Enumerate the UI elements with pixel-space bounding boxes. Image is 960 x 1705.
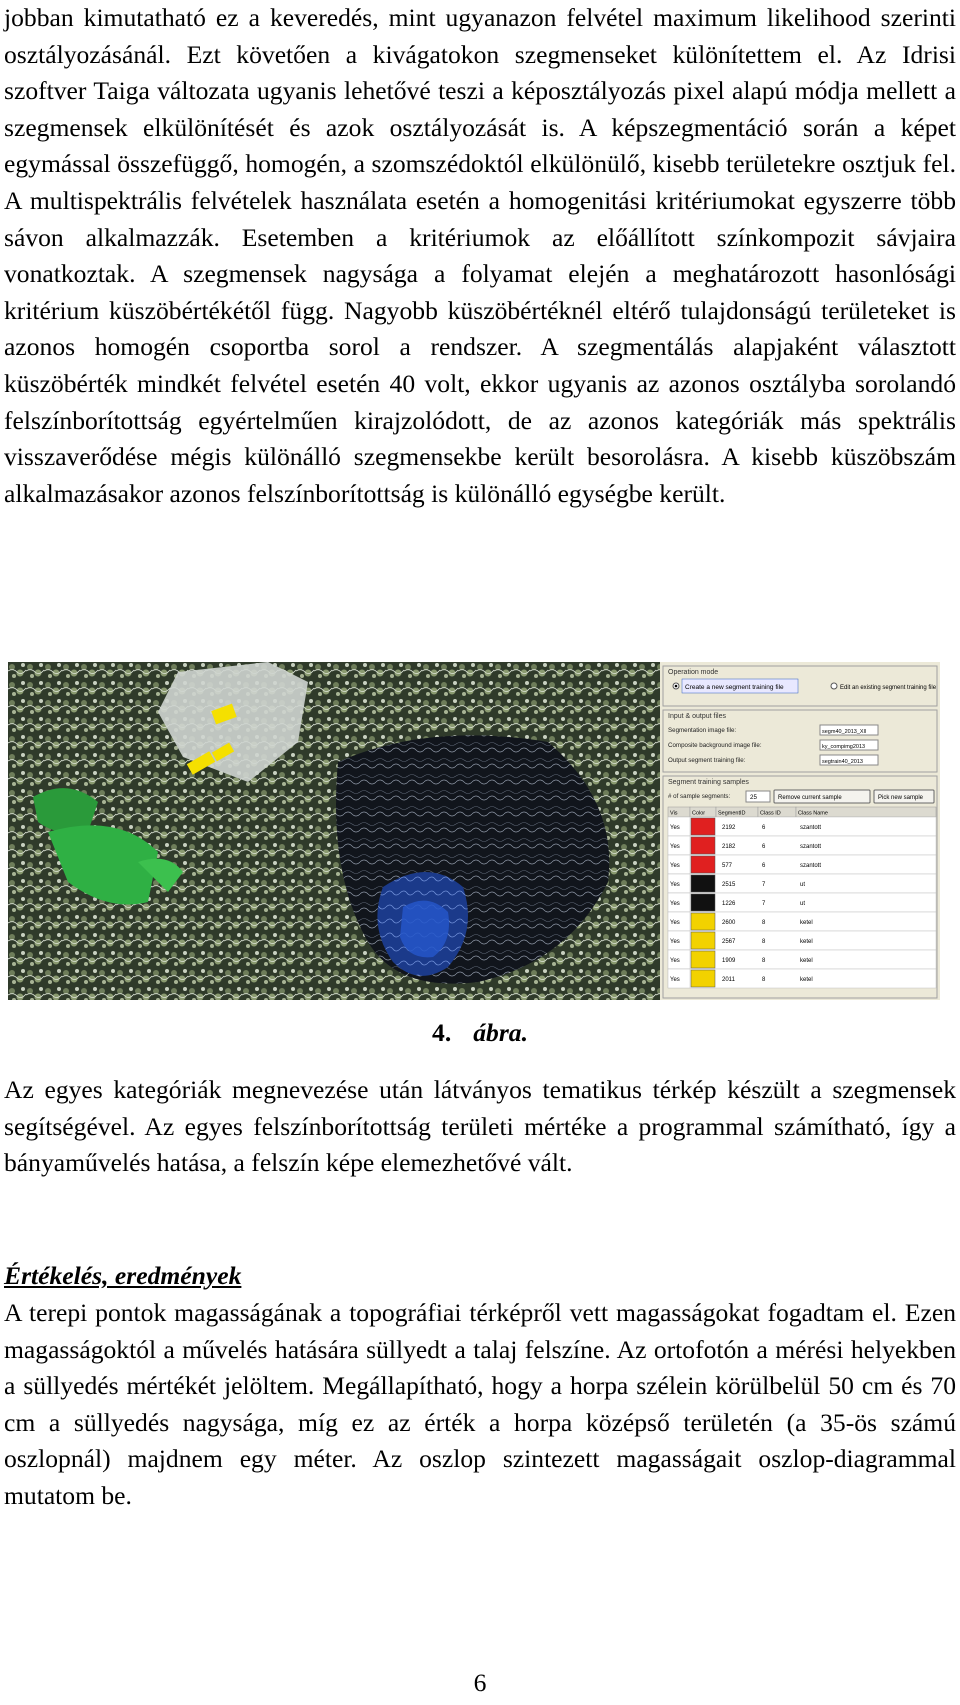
class-name-value: ketel [800,958,813,964]
table-header-label: Vis [670,810,678,817]
class-id-value: 7 [762,882,766,888]
vis-value: Yes [670,920,680,926]
class-name-value: szantott [800,844,822,850]
sample-table [668,807,936,988]
color-swatch [691,875,715,892]
output-training-label: Output segment training file: [668,757,746,764]
segment-training-panel [660,662,940,1000]
remove-sample-label: Remove current sample [778,795,842,801]
segmentation-image-value: segm40_2013_Xll [822,729,867,735]
table-header-label: SegmentID [718,810,746,817]
output-training-value: segtrain40_2013 [822,759,863,765]
table-header-label: Class ID [760,810,781,817]
create-new-option[interactable]: Create a new segment training file [685,684,784,691]
class-name-value: ketel [800,977,813,983]
segment-id-value: 2600 [722,920,736,926]
intro-paragraph [4,0,956,512]
composite-background-value: ky_compimg2013 [822,744,866,750]
class-id-value: 6 [762,825,766,831]
edit-existing-option[interactable]: Edit an existing segment training file [840,685,937,691]
operation-mode-label: Operation mode [668,669,719,676]
vis-value: Yes [670,844,680,850]
paragraph-3 [4,1295,956,1515]
class-id-value: 7 [762,901,766,907]
segment-id-value: 2182 [722,844,736,850]
caption-number: 4. [432,1018,452,1047]
vis-value: Yes [670,977,680,983]
vis-value: Yes [670,958,680,964]
color-swatch [691,837,715,854]
caption-label: ábra. [473,1018,528,1047]
class-id-value: 8 [762,939,766,945]
vis-value: Yes [670,882,680,888]
num-samples-value: 25 [750,794,757,801]
class-name-value: szantott [800,863,822,869]
class-name-value: szantott [800,825,822,831]
segment-id-value: 1226 [722,901,736,907]
color-swatch [691,894,715,911]
color-swatch [691,932,715,949]
paragraph-2-text: Az egyes kategóriák megnevezése után látványos tematikus térkép készült a szegmensek segítségével. Az egyes felszínborítottság területi mértéke a programmal számítható, így a bányaművelés hatása, a felszín képe elemezhetővé vált. [4,1075,956,1178]
vis-value: Yes [670,825,680,831]
training-samples-label: Segment training samples [668,779,749,786]
table-header-label: Color [692,810,706,817]
color-swatch [691,970,715,987]
class-id-value: 8 [762,920,766,926]
segment-id-value: 2011 [722,977,735,983]
vis-value: Yes [670,863,680,869]
class-id-value: 6 [762,844,766,850]
class-id-value: 8 [762,958,766,964]
segment-id-value: 2567 [722,939,736,945]
figure-4 [8,662,940,1000]
segment-id-value: 2515 [722,882,736,888]
intro-text: jobban kimutatható ez a keveredés, mint ugyanazon felvétel maximum likelihood szerinti osztályozásánál. Ezt követően a kivágatokon szegmenseket különítettem el. Az Idrisi szoftver Taiga változata ugyanis lehetővé teszi a képosztályozás pixel alapú módja mellett a szegmensek elkülönítését és azok osztályozását is. A képszegmentáció során a képet egymással összefüggő, homogén, a szomszédoktól elkülönülő, kisebb területekre osztjuk fel. A multispektrális felvételek használata esetén a homogenitási kritériumokat egyszerre több sávon alkalmazzák. Esetemben a kritériumok az előállított színkompozit sávjaira vonatkoztak. A szegmensek nagysága a folyamat elején a meghatározott hasonlósági kritérium küszöbértékétől függ. Nagyobb küszöbértéknél eltérő tulajdonságú területeket is azonos homogén csoportba sorol a rendszer. A szegmentálás alapjaként választott küszöbérték mindkét felvétel esetén 40 volt, ekkor ugyanis az azonos osztályba sorolandó felszínborítottság egyértelműen kirajzolódott, de az azonos kategóriák más spektrális visszaverődése mégis különálló szegmensekbe került besorolásra. A kisebb küszöbszám alkalmazásakor azonos felszínborítottság is különálló egységbe került. [4,3,956,508]
color-swatch [691,856,715,873]
table-header-label: Class Name [798,810,828,817]
num-samples-label: # of sample segments: [668,793,731,800]
vis-value: Yes [670,939,680,945]
segmentation-image-label: Segmentation image file: [668,727,737,734]
class-name-value: ketel [800,920,813,926]
input-output-label: Input & output files [668,713,726,720]
paragraph-2 [4,1072,956,1182]
figure-caption [0,1018,960,1048]
segment-id-value: 577 [722,863,733,869]
segment-id-value: 1909 [722,958,736,964]
class-name-value: ketel [800,939,813,945]
color-swatch [691,818,715,835]
color-swatch [691,951,715,968]
paragraph-3-text: A terepi pontok magasságának a topográfiai térképről vett magasságokat fogadtam el. Ezen magasságoktól a művelés hatására süllyedt a talaj felszíne. Az ortofotón a mérési helyekben a süllyedés mértékét jelöltem. Megállapítható, hogy a horpa szélein körülbelül 50 cm és 70 cm a süllyedés nagysága, míg ez az érték a horpa középső területén (a 35-ös számú oszlopnál) majdnem egy méter. Az oszlop szintezett magasságait oszlop-diagrammal mutatom be. [4,1298,956,1510]
edit-existing-radio[interactable] [831,683,837,689]
segment-id-value: 2192 [722,825,736,831]
class-id-value: 8 [762,977,766,983]
class-name-value: ut [800,901,806,907]
section-heading: Értékelés, eredmények [4,1261,242,1290]
pick-sample-label: Pick new sample [878,795,924,801]
color-swatch [691,913,715,930]
vis-value: Yes [670,901,680,907]
class-name-value: ut [800,882,806,888]
page-number: 6 [473,1668,487,1697]
class-id-value: 6 [762,863,766,869]
composite-background-label: Composite background image file: [668,742,762,749]
segmented-map-image [8,662,660,1000]
